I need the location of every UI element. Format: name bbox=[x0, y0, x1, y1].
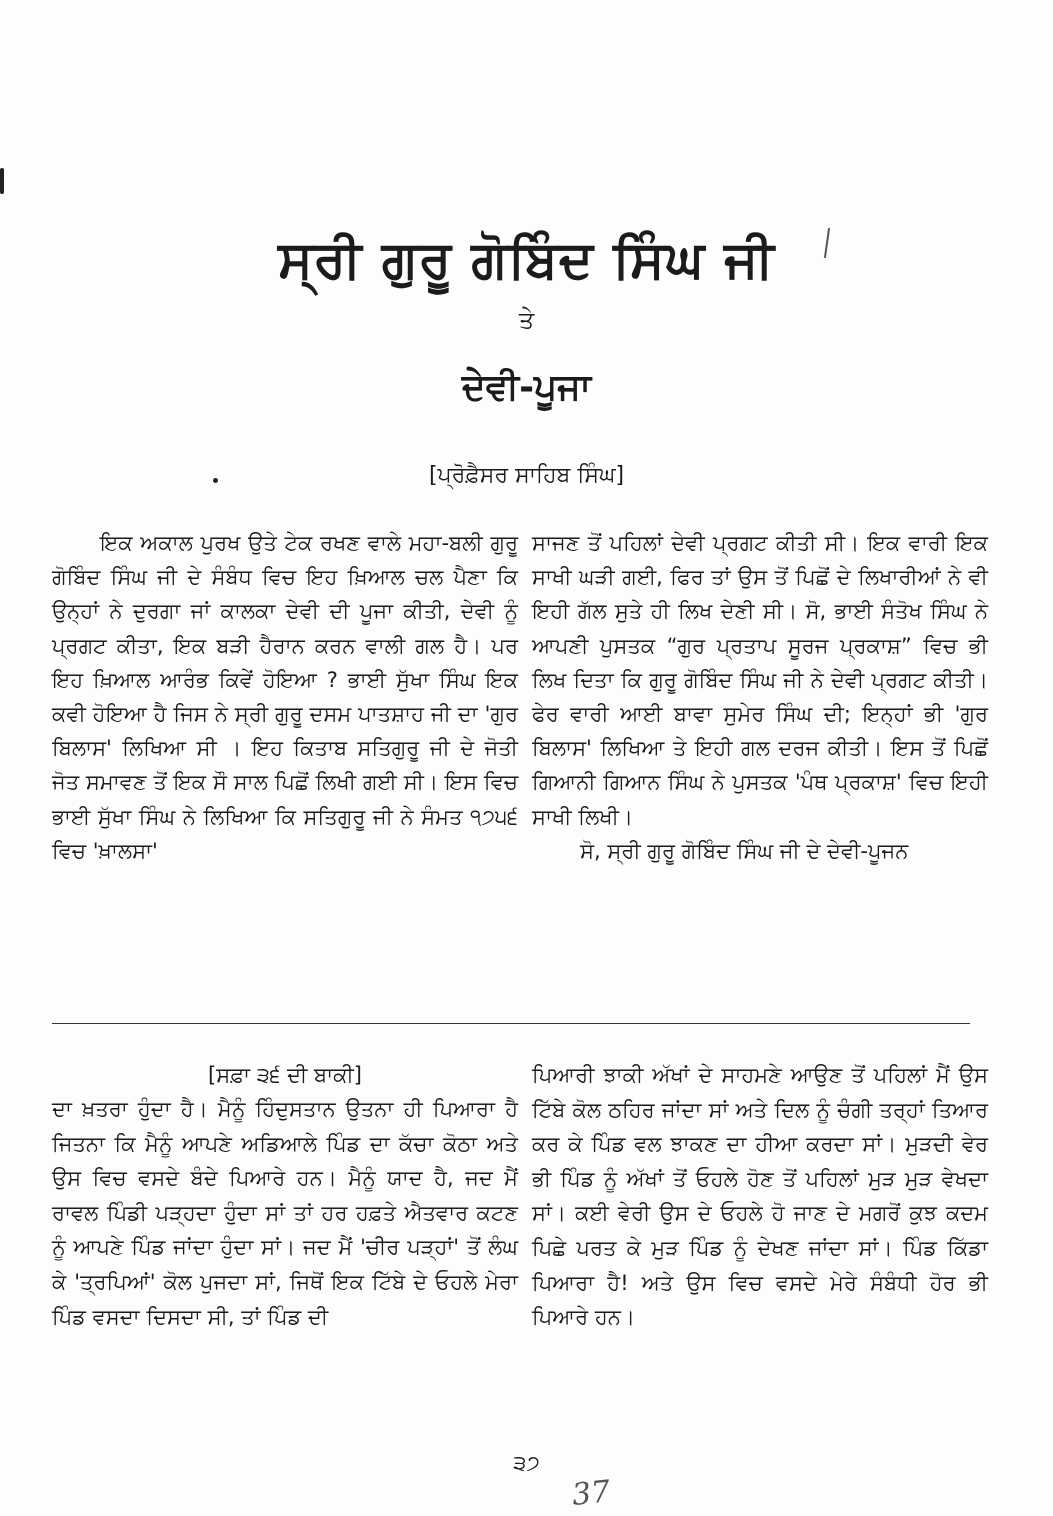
ink-speck bbox=[213, 478, 218, 483]
section-divider bbox=[52, 1023, 970, 1024]
continuation-left-column bbox=[52, 1092, 518, 1334]
article-title: ਸ੍ਰੀ ਗੁਰੂ ਗੋਬਿੰਦ ਸਿੰਘ ਜੀ bbox=[278, 230, 775, 290]
article-right-paragraph-2: ਸੋ, ਸ੍ਰੀ ਗੁਰੂ ਗੋਬਿੰਦ ਸਿੰਘ ਜੀ ਦੇ ਦੇਵੀ-ਪੂਜਨ bbox=[580, 838, 909, 863]
article-left-column bbox=[52, 526, 518, 868]
continuation-label: [ਸਫ਼ਾ ੩੬ ਦੀ ਬਾਕੀ] bbox=[208, 1063, 362, 1087]
page-number: ੩੭ bbox=[513, 1451, 540, 1475]
article-subtitle: ਦੇਵੀ-ਪੂਜਾ bbox=[461, 367, 592, 408]
continuation-right-column bbox=[532, 1058, 988, 1335]
scan-edge-mark bbox=[0, 168, 4, 194]
article-left-paragraph: ਇਕ ਅਕਾਲ ਪੁਰਖ ਉਤੇ ਟੇਕ ਰਖਣ ਵਾਲੇ ਮਹਾ-ਬਲੀ ਗੁਰੂ ਗੋਬਿੰਦ ਸਿੰਘ ਜੀ ਦੇ ਸੰਬੰਧ ਵਿਚ ਇਹ ਖ਼ਿਆਲ ਚਲ ਪੈਣਾ ਕਿ ਉਨ੍ਹਾਂ ਨੇ ਦੁਰਗਾ ਜਾਂ ਕਾਲਕਾ ਦੇਵੀ ਦੀ ਪੂਜਾ ਕੀਤੀ, ਦੇਵੀ ਨੂੰ ਪ੍ਰਗਟ ਕੀਤਾ, ਇਕ ਬੜੀ ਹੈਰਾਨ ਕਰਨ ਵਾਲੀ ਗਲ ਹੈ। ਪਰ ਇਹ ਖ਼ਿਆਲ ਆਰੰਭ ਕਿਵੇਂ ਹੋਇਆ ? ਭਾਈ ਸੁੱਖਾ ਸਿੰਘ ਇਕ ਕਵੀ ਹੋਇਆ ਹੈ ਜਿਸ ਨੇ ਸ੍ਰੀ ਗੁਰੂ ਦਸਮ ਪਾਤਸ਼ਾਹ ਜੀ ਦਾ 'ਗੁਰ ਬਿਲਾਸ' ਲਿਖਿਆ ਸੀ । ਇਹ ਕਿਤਾਬ ਸਤਿਗੁਰੂ ਜੀ ਦੇ ਜੋਤੀ ਜੋਤ ਸਮਾਵਣ ਤੋਂ ਇਕ ਸੌ ਸਾਲ ਪਿਛੋਂ ਲਿਖੀ ਗਈ ਸੀ। ਇਸ ਵਿਚ ਭਾਈ ਸੁੱਖਾ ਸਿੰਘ ਨੇ ਲਿਖਿਆ ਕਿ ਸਤਿਗੁਰੂ ਜੀ ਨੇ ਸੰਮਤ ੧੭੫੬ ਵਿਚ 'ਖ਼ਾਲਸਾ' bbox=[52, 531, 518, 863]
continuation-right-paragraph: ਪਿਆਰੀ ਝਾਕੀ ਅੱਖਾਂ ਦੇ ਸਾਹਮਣੇ ਆਉਣ ਤੋਂ ਪਹਿਲਾਂ ਮੈਂ ਉਸ ਟਿੱਬੇ ਕੋਲ ਠਹਿਰ ਜਾਂਦਾ ਸਾਂ ਅਤੇ ਦਿਲ ਨੂੰ ਚੰਗੀ ਤਰ੍ਹਾਂ ਤਿਆਰ ਕਰ ਕੇ ਪਿੰਡ ਵਲ ਝਾਕਣ ਦਾ ਹੀਆ ਕਰਦਾ ਸਾਂ। ਮੁੜਦੀ ਵੇਰ ਭੀ ਪਿੰਡ ਨੂੰ ਅੱਖਾਂ ਤੋਂ ਓਹਲੇ ਹੋਣ ਤੋਂ ਪਹਿਲਾਂ ਮੁੜ ਮੁੜ ਵੇਖਦਾ ਸਾਂ। ਕਈ ਵੇਰੀ ਉਸ ਦੇ ਓਹਲੇ ਹੋ ਜਾਣ ਦੇ ਮਗਰੋਂ ਕੁਝ ਕਦਮ ਪਿਛੇ ਪਰਤ ਕੇ ਮੁੜ ਪਿੰਡ ਨੂੰ ਦੇਖਣ ਜਾਂਦਾ ਸਾਂ। ਪਿੰਡ ਕਿੱਡਾ ਪਿਆਰਾ ਹੈ! ਅਤੇ ਉਸ ਵਿਚ ਵਸਦੇ ਮੇਰੇ ਸੰਬੰਧੀ ਹੋਰ ਭੀ ਪਿਆਰੇ ਹਨ। bbox=[532, 1063, 988, 1330]
article-right-column bbox=[532, 526, 988, 868]
continuation-left-paragraph: ਦਾ ਖ਼ਤਰਾ ਹੁੰਦਾ ਹੈ। ਮੈਨੂੰ ਹਿੰਦੁਸਤਾਨ ਉਤਨਾ ਹੀ ਪਿਆਰਾ ਹੈ ਜਿਤਨਾ ਕਿ ਮੈਨੂੰ ਆਪਣੇ ਅਡਿਆਲੇ ਪਿੰਡ ਦਾ ਕੱਚਾ ਕੋਠਾ ਅਤੇ ਉਸ ਵਿਚ ਵਸਦੇ ਬੰਦੇ ਪਿਆਰੇ ਹਨ। ਮੈਨੂੰ ਯਾਦ ਹੈ, ਜਦ ਮੈਂ ਰਾਵਲ ਪਿੰਡੀ ਪੜ੍ਹਦਾ ਹੁੰਦਾ ਸਾਂ ਤਾਂ ਹਰ ਹਫ਼ਤੇ ਐਤਵਾਰ ਕਟਣ ਨੂੰ ਆਪਣੇ ਪਿੰਡ ਜਾਂਦਾ ਹੁੰਦਾ ਸਾਂ। ਜਦ ਮੈਂ 'ਚੀਰ ਪੜ੍ਹਾਂ' ਤੋਂ ਲੰਘ ਕੇ 'ਤ੍ਰਪਿਆਂ' ਕੋਲ ਪੁਜਦਾ ਸਾਂ, ਜਿਥੋਂ ਇਕ ਟਿੱਬੇ ਦੇ ਓਹਲੇ ਮੇਰਾ ਪਿੰਡ ਵਸਦਾ ਦਿਸਦਾ ਸੀ, ਤਾਂ ਪਿੰਡ ਦੀ bbox=[52, 1097, 518, 1329]
author-byline: [ਪ੍ਰੋਫ਼ੈਸਰ ਸਾਹਿਬ ਸਿੰਘ] bbox=[428, 463, 625, 488]
article-right-paragraph-1: ਸਾਜਣ ਤੋਂ ਪਹਿਲਾਂ ਦੇਵੀ ਪ੍ਰਗਟ ਕੀਤੀ ਸੀ। ਇਕ ਵਾਰੀ ਇਕ ਸਾਖੀ ਘੜੀ ਗਈ, ਫਿਰ ਤਾਂ ਉਸ ਤੋਂ ਪਿਛੋਂ ਦੇ ਲਿਖਾਰੀਆਂ ਨੇ ਵੀ ਇਹੀ ਗੱਲ ਸੁਤੇ ਹੀ ਲਿਖ ਦੇਣੀ ਸੀ। ਸੋ, ਭਾਈ ਸੰਤੋਖ ਸਿੰਘ ਨੇ ਆਪਣੀ ਪੁਸਤਕ “ਗੁਰ ਪ੍ਰਤਾਪ ਸੂਰਜ ਪ੍ਰਕਾਸ਼” ਵਿਚ ਭੀ ਲਿਖ ਦਿਤਾ ਕਿ ਗੁਰੂ ਗੋਬਿੰਦ ਸਿੰਘ ਜੀ ਨੇ ਦੇਵੀ ਪ੍ਰਗਟ ਕੀਤੀ। ਫੇਰ ਵਾਰੀ ਆਈ ਬਾਵਾ ਸੁਮੇਰ ਸਿੰਘ ਦੀ; ਇਨ੍ਹਾਂ ਭੀ 'ਗੁਰ ਬਿਲਾਸ' ਲਿਖਿਆ ਤੇ ਇਹੀ ਗਲ ਦਰਜ ਕੀਤੀ। ਇਸ ਤੋਂ ਪਿਛੋਂ ਗਿਆਨੀ ਗਿਆਨ ਸਿੰਘ ਨੇ ਪੁਸਤਕ 'ਪੰਥ ਪ੍ਰਕਾਸ਼' ਵਿਚ ਇਹੀ ਸਾਖੀ ਲਿਖੀ। bbox=[532, 531, 988, 829]
title-connector: ਤੇ bbox=[518, 306, 535, 334]
handwritten-page-number: 37 bbox=[570, 1474, 612, 1513]
